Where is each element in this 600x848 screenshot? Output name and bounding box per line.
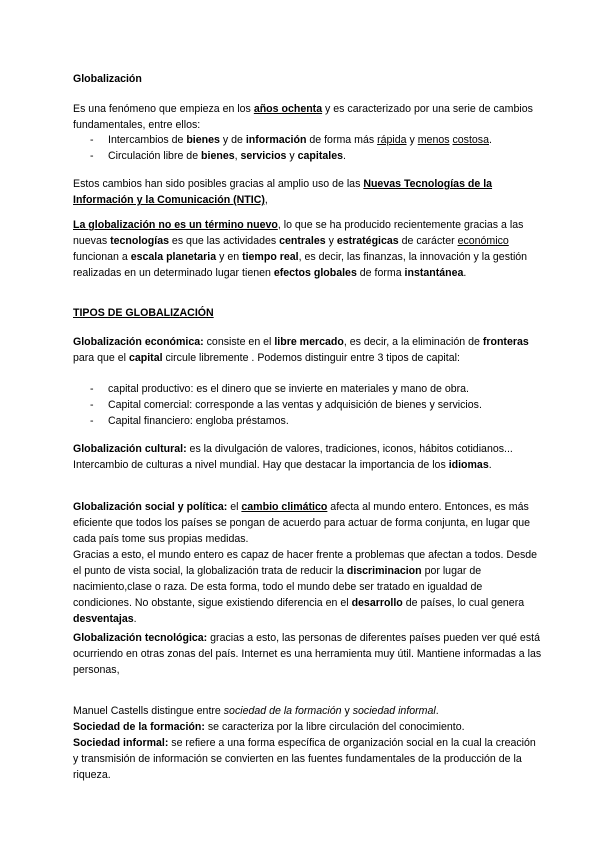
social-political-globalization-paragraph: Globalización social y política: el cambio climático afecta al mundo entero. Entonces, es más eficiente que todos los países se pongan de acuerdo para actuar de forma conjunta, en lugar que cada país tome sus propias medidas. Gracias a esto, el mundo entero es capaz de hacer frente a problemas que afectan a todos. Desde el punto de vista social, la globalización trata de reducir la discriminacion por lugar de nacimiento,clase o raza. De esta forma, todo el mundo debe ser tratado en igualdad de condiciones. No obstante, sigue existiendo diferencia en el desarrollo de países, lo cual genera desventajas. [73, 501, 538, 625]
castells-intro: Manuel Castells distingue entre sociedad de la formación y sociedad informal. [73, 705, 439, 717]
climate-change-link[interactable]: cambio climático [241, 501, 328, 513]
castells-section [73, 703, 543, 783]
globalization-definition-paragraph: La globalización no es un término nuevo, lo que se ha producido recientemente gracias a las nuevas tecnologías es que las actividades centrales y estratégicas de carácter económico funcionan a escala planetaria y en tiempo real, es decir, las finanzas, la innovación y la gestión realizadas en un determinado lugar tienen efectos globales de forma instantánea. [73, 219, 528, 279]
page-title: Globalización [73, 73, 142, 85]
capital-bullet-2: - Capital comercial: corresponde a las ventas y adquisición de bienes y servicios. [90, 399, 482, 411]
types-heading: TIPOS DE GLOBALIZACIÓN [73, 307, 214, 319]
sociedad-formacion-definition: Sociedad de la formación: se caracteriza por la libre circulación del conocimiento. [73, 721, 465, 733]
cultural-globalization-paragraph: Globalización cultural: es la divulgación de valores, tradiciones, iconos, hábitos cotidianos... Intercambio de culturas a nivel mundial. Hay que destacar la importancia de los idiomas. [73, 443, 513, 471]
intro-paragraph: Es una fenómeno que empieza en los años ochenta y es caracterizado por una serie de cambios fundamentales, entre ellos: [73, 103, 533, 131]
intro-bullet-2: - Circulación libre de bienes, servicios y capitales. [90, 150, 346, 162]
economic-globalization-paragraph: Globalización económica: consiste en el libre mercado, es decir, a la eliminación de fronteras para que el capital circule libremente . Podemos distinguir entre 3 tipos de capital: [73, 336, 529, 364]
capital-bullet-3: - Capital financiero: engloba préstamos. [90, 415, 289, 427]
tech-globalization-paragraph: Globalización tecnológica: gracias a esto, las personas de diferentes países pueden ver qué está ocurriendo en otras zonas del país. Internet es una herramienta muy útil. Mantiene informadas a las personas, [73, 632, 542, 676]
sociedad-informal-definition: Sociedad informal: se refiere a una forma específica de organización social en la cual la creación y transmisión de información se convierten en las fuentes fundamentales de la producción de la riqueza. [73, 737, 536, 781]
capital-bullet-1: - capital productivo: es el dinero que se invierte en materiales y mano de obra. [90, 383, 469, 395]
intro-bullet-1: - Intercambios de bienes y de información de forma más rápida y menos costosa. [90, 134, 492, 146]
ntic-link[interactable]: Nuevas Tecnologías de la Información y la Comunicación (NTIC) [73, 178, 493, 206]
ntic-paragraph: Estos cambios han sido posibles gracias al amplio uso de las Nuevas Tecnologías de la Información y la Comunicación (NTIC), [73, 178, 493, 206]
